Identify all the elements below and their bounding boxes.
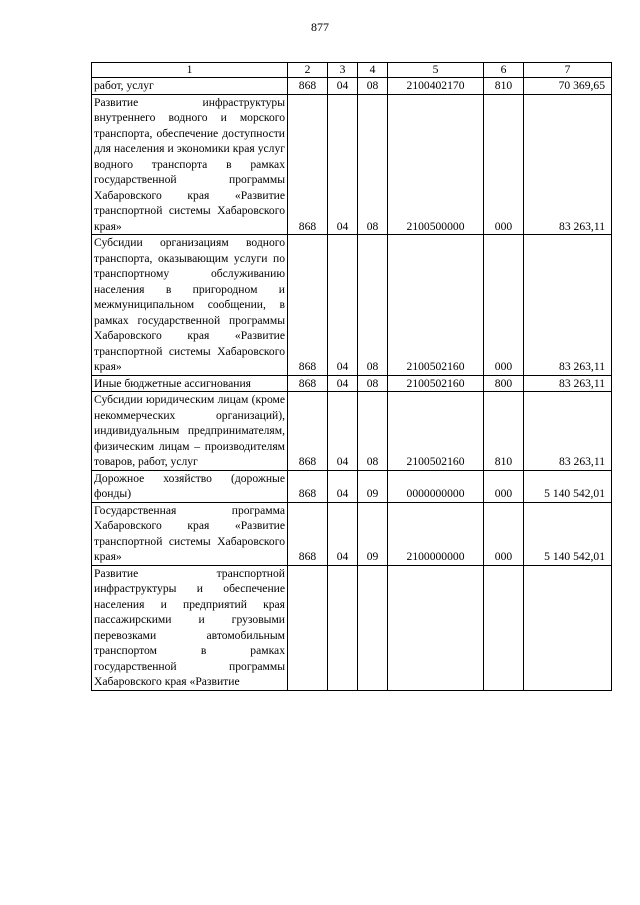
cell-target-item: 2100402170: [388, 78, 484, 95]
cell-section: 04: [328, 392, 358, 471]
cell-admin-code: 868: [288, 392, 328, 471]
cell-target-item: 0000000000: [388, 470, 484, 502]
cell-expense-type: 000: [484, 94, 524, 235]
cell-section: 04: [328, 502, 358, 565]
cell-admin-code: 868: [288, 235, 328, 376]
cell-amount: 83 263,11: [524, 235, 612, 376]
column-header: 4: [358, 63, 388, 78]
table-row: [92, 375, 612, 392]
table-row: [92, 78, 612, 95]
cell-amount: 83 263,11: [524, 375, 612, 392]
cell-section: 04: [328, 375, 358, 392]
column-header: 2: [288, 63, 328, 78]
row-name: работ, услуг: [92, 78, 288, 95]
budget-table: [91, 62, 612, 691]
cell-amount: 5 140 542,01: [524, 470, 612, 502]
table-row: [92, 502, 612, 565]
cell-subsection: 08: [358, 94, 388, 235]
column-header: 3: [328, 63, 358, 78]
cell-target-item: 2100502160: [388, 235, 484, 376]
cell-target-item: 2100502160: [388, 392, 484, 471]
cell-admin-code: 868: [288, 502, 328, 565]
row-name: Государственная программа Хабаровского края «Развитие транспортной системы Хабаровского края»: [92, 502, 288, 565]
row-name: Развитие транспортной инфраструктуры и обеспечение населения и предприятий края пассажирскими и грузовыми перевозками автомобильным транспортом в рамках государственной программы Хабаровского края «Развитие: [92, 565, 288, 690]
cell-target-item: 2100000000: [388, 502, 484, 565]
page-number: 877: [311, 20, 329, 34]
table-row: [92, 470, 612, 502]
header-row: [92, 63, 612, 78]
column-header: 5: [388, 63, 484, 78]
row-name: Дорожное хозяйство (дорожные фонды): [92, 470, 288, 502]
cell-section: 04: [328, 235, 358, 376]
cell-subsection: [358, 565, 388, 690]
cell-expense-type: 000: [484, 235, 524, 376]
cell-expense-type: 000: [484, 502, 524, 565]
column-header: 6: [484, 63, 524, 78]
cell-admin-code: 868: [288, 78, 328, 95]
cell-subsection: 08: [358, 235, 388, 376]
cell-subsection: 08: [358, 78, 388, 95]
cell-subsection: 08: [358, 392, 388, 471]
cell-admin-code: 868: [288, 94, 328, 235]
cell-section: [328, 565, 358, 690]
column-header: 1: [92, 63, 288, 78]
cell-expense-type: 810: [484, 392, 524, 471]
cell-admin-code: 868: [288, 470, 328, 502]
cell-expense-type: [484, 565, 524, 690]
table-row: [92, 565, 612, 690]
cell-target-item: 2100500000: [388, 94, 484, 235]
cell-subsection: 09: [358, 470, 388, 502]
row-name: Субсидии юридическим лицам (кроме некоммерческих организаций), индивидуальным предпринимателям, физическим лицам – производителям товаров, работ, услуг: [92, 392, 288, 471]
cell-target-item: 2100502160: [388, 375, 484, 392]
column-header: 7: [524, 63, 612, 78]
cell-section: 04: [328, 94, 358, 235]
cell-expense-type: 800: [484, 375, 524, 392]
row-name: Развитие инфраструктуры внутреннего водного и морского транспорта, обеспечение доступности для населения и экономики края услуг водного транспорта в рамках государственной программы Хабаровского края «Развитие транспортной системы Хабаровского края»: [92, 94, 288, 235]
cell-target-item: [388, 565, 484, 690]
cell-section: 04: [328, 470, 358, 502]
row-name: Иные бюджетные ассигнования: [92, 375, 288, 392]
cell-amount: 83 263,11: [524, 392, 612, 471]
cell-amount: 70 369,65: [524, 78, 612, 95]
row-name: Субсидии организациям водного транспорта, оказывающим услуги по транспортному обслуживанию населения в пригородном и межмуниципальном сообщении, в рамках государственной программы Хабаровского края «Развитие транспортной системы Хабаровского края»: [92, 235, 288, 376]
cell-subsection: 09: [358, 502, 388, 565]
cell-expense-type: 000: [484, 470, 524, 502]
cell-amount: 83 263,11: [524, 94, 612, 235]
cell-admin-code: 868: [288, 375, 328, 392]
cell-section: 04: [328, 78, 358, 95]
cell-expense-type: 810: [484, 78, 524, 95]
cell-subsection: 08: [358, 375, 388, 392]
table-row: [92, 94, 612, 235]
cell-amount: 5 140 542,01: [524, 502, 612, 565]
table-row: [92, 392, 612, 471]
cell-amount: [524, 565, 612, 690]
table-row: [92, 235, 612, 376]
cell-admin-code: [288, 565, 328, 690]
